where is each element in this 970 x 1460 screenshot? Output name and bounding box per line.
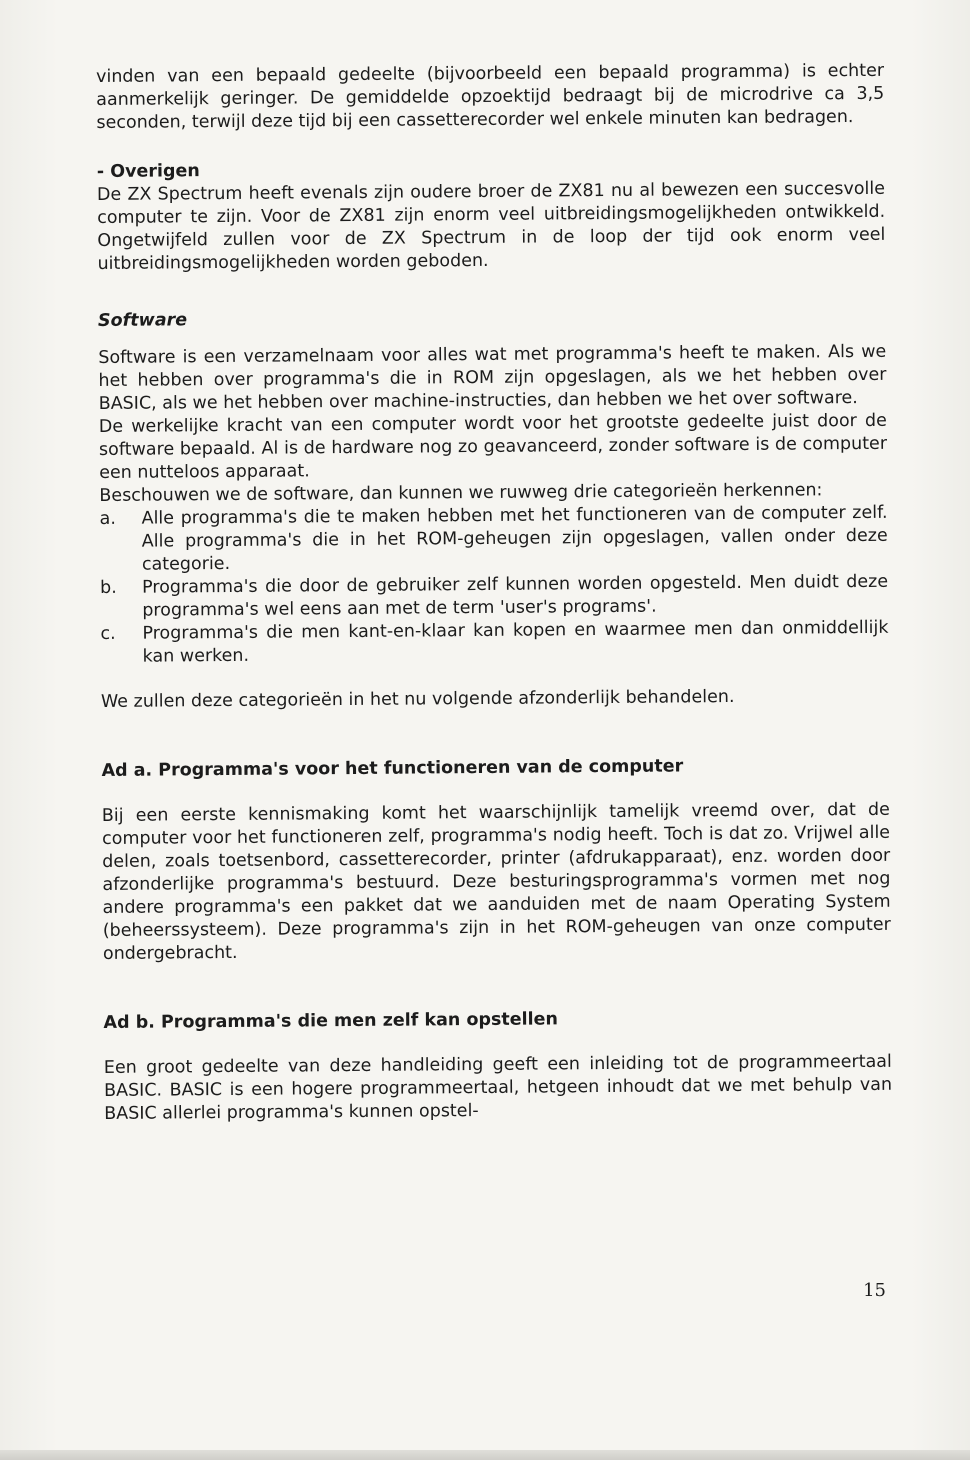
software-heading: Software xyxy=(97,310,188,331)
category-text: Programma's die door de gebruiker zelf kunnen worden opgesteld. Men duidt deze programma's wel eens aan met de term 'user's programs'. xyxy=(142,571,889,621)
software-closing: We zullen deze categorieën in het nu volgende afzonderlijk behandelen. xyxy=(100,687,735,712)
software-paragraph-2: De werkelijke kracht van een computer wordt voor het grootste gedeelte juist door de software bepaald. Al is de hardware nog zo geavanceerd, zonder software is de computer een nutteloos apparaat. xyxy=(98,410,888,483)
category-label: c. xyxy=(100,623,116,644)
category-text: Alle programma's die te maken hebben met het functioneren van de computer zelf. Alle programma's die in het ROM-geheugen zijn opgeslagen, vallen onder deze categorie. xyxy=(141,502,888,575)
software-paragraph-3: Beschouwen we de software, dan kunnen we ruwweg drie categorieën herkennen: xyxy=(99,480,823,506)
category-item-b xyxy=(100,571,888,623)
category-list xyxy=(99,502,888,669)
category-item-a xyxy=(99,502,888,577)
page-number: 15 xyxy=(863,1280,886,1301)
ad-b-paragraph: Een groot gedeelte van deze handleiding geeft een inleiding tot de programmeertaal BASIC. BASIC is een hogere programmeertaal, hetgeen inhoudt dat we met behulp van BASIC allerlei programma's kunnen opstel- xyxy=(103,1051,893,1124)
page-content xyxy=(96,60,892,1126)
category-label: b. xyxy=(100,577,117,598)
intro-paragraph: vinden van een bepaald gedeelte (bijvoorbeeld een bepaald programma) is echter aanmerkelijk geringer. De gemiddelde opzoektijd bedraagt bij de microdrive ca 3,5 seconden, terwijl deze tijd bij een cassetterecorder wel enkele minuten kan bedragen. xyxy=(96,60,885,133)
overigen-paragraph: De ZX Spectrum heeft evenals zijn oudere broer de ZX81 nu al bewezen een succesvolle computer te zijn. Voor de ZX81 zijn enorm veel uitbreidingsmogelijkheden ontwikkeld. Ongetwijfeld zullen voor de ZX Spectrum in de loop der tijd ook enorm veel uitbreidingsmogelijkheden worden geboden. xyxy=(96,178,886,274)
overigen-heading: - Overigen xyxy=(96,161,200,182)
category-text: Programma's die men kant-en-klaar kan kopen en waarmee men dan onmiddellijk kan werken. xyxy=(142,617,889,667)
category-label: a. xyxy=(99,508,116,529)
ad-b-heading: Ad b. Programma's die men zelf kan opstellen xyxy=(103,1009,559,1033)
page-bottom-edge xyxy=(0,1450,970,1460)
ad-a-heading: Ad a. Programma's voor het functioneren van de computer xyxy=(101,756,684,781)
software-paragraph-1: Software is een verzamelnaam voor alles wat met programma's heeft te maken. Als we het hebben over programma's die in ROM zijn opgeslagen, als we het hebben over BASIC, als we het hebben over machine-instructies, dan hebben we het over software. xyxy=(98,341,887,414)
category-item-c xyxy=(100,617,888,669)
ad-a-paragraph: Bij een eerste kennismaking komt het waarschijnlijk tamelijk vreemd over, dat de computer voor het functioneren zelf, programma's nodig heeft. Toch is dat zo. Vrijwel alle delen, zoals toetsenbord, cassetterecorder, printer (afdrukapparaat), enz. worden door afzonderlijke programma's bestuurd. Deze besturingsprogramma's vormen met nog andere programma's een pakket dat we aanduiden met de naam Operating System (beheerssysteem). Deze programma's zijn in het ROM-geheugen van onze computer ondergebracht. xyxy=(101,799,891,964)
